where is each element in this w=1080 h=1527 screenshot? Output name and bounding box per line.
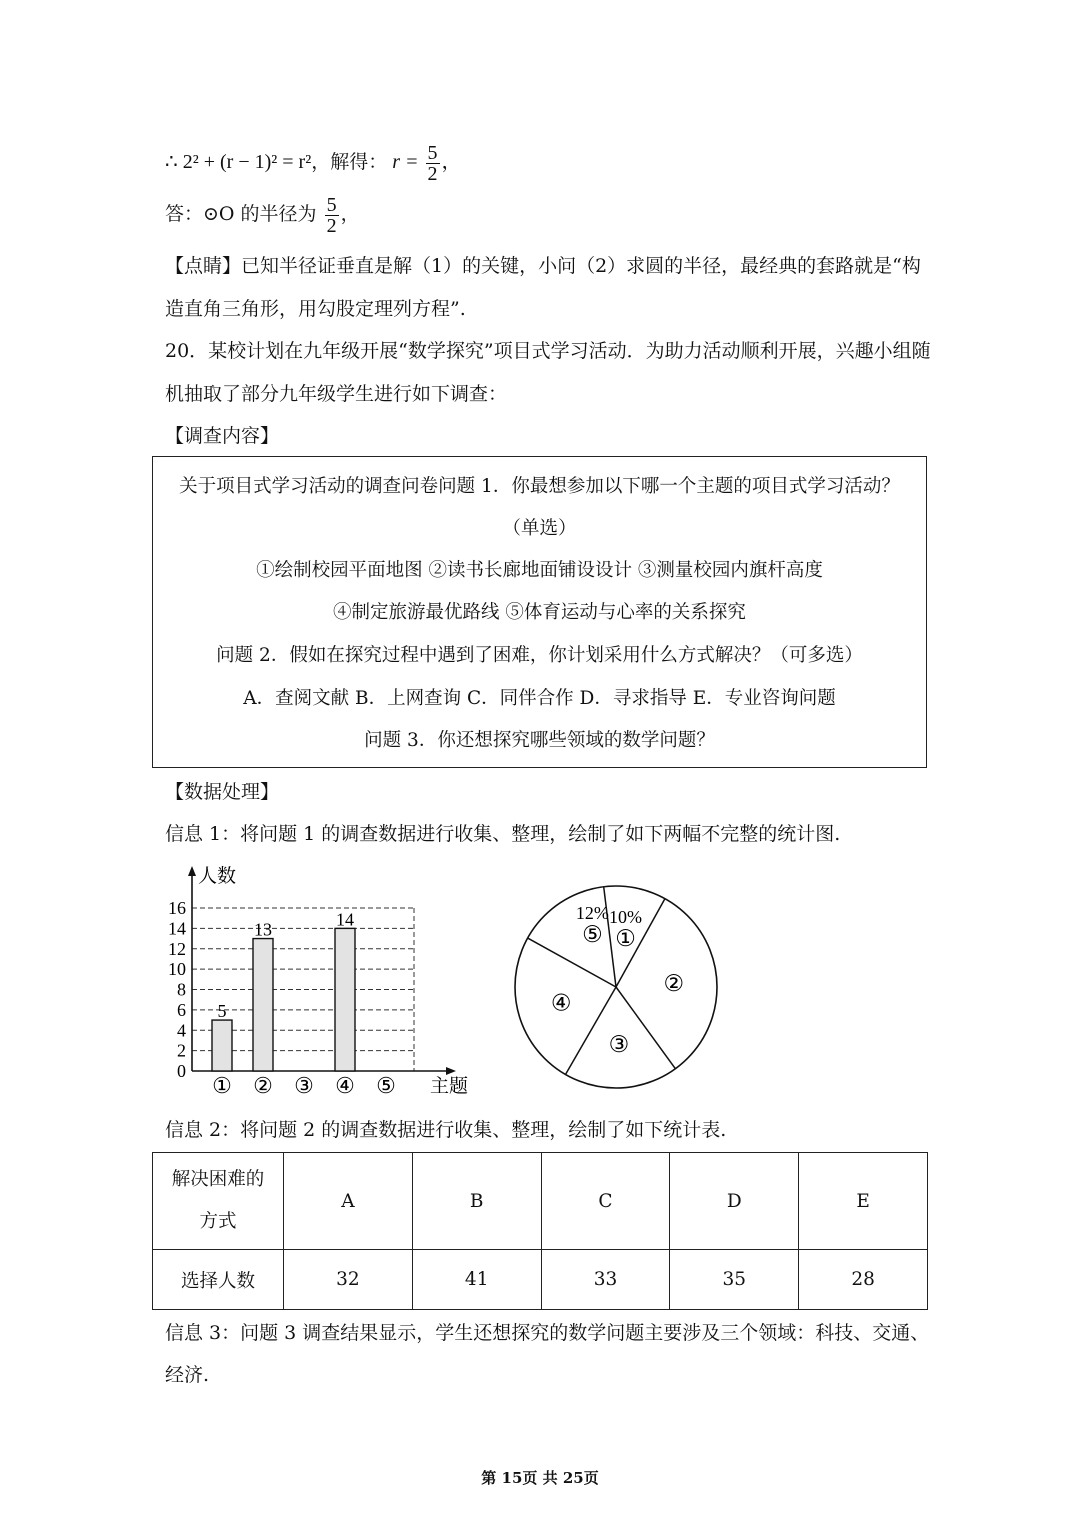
y-axis-arrow <box>188 866 196 876</box>
table-value-e: 28 <box>799 1250 928 1310</box>
survey-heading: 【调查内容】 <box>165 425 280 447</box>
x-category-label: ⑤ <box>376 1073 396 1098</box>
pie-sector-label: ⑤ <box>582 922 603 948</box>
table-value-a: 32 <box>284 1250 413 1310</box>
pie-sector-label: ① <box>615 925 636 951</box>
table-row-label: 选择人数 <box>153 1250 284 1310</box>
y-axis-label: 人数 <box>198 866 237 887</box>
y-tick-label: 6 <box>177 999 186 1020</box>
survey-options-1: ①绘制校园平面地图 ②读书长廊地面铺设设计 ③测量校园内旗杆高度 <box>256 560 823 581</box>
bar-chart-bars <box>212 909 355 1071</box>
comment-line-1: 【点睛】已知半径证垂直是解（1）的关键，小问（2）求圆的半径，最经典的套路就是“构 <box>165 255 921 277</box>
x-category-label: ④ <box>335 1073 355 1098</box>
bar-value-label: 5 <box>217 1001 227 1022</box>
pie-sector-label: ④ <box>550 990 572 1016</box>
table-col-b: B <box>412 1153 541 1250</box>
equation: 2² + (r − 1)² = r² <box>182 151 312 173</box>
answer-text: 答：⊙O 的半径为 <box>165 203 317 225</box>
pie-labels <box>551 903 684 1057</box>
y-tick-label: 16 <box>168 898 186 918</box>
therefore-symbol: ∴ <box>165 151 178 173</box>
info-3-line-1: 信息 3：问题 3 调查结果显示，学生还想探究的数学问题主要涉及三个领域：科技、交通、 <box>165 1322 930 1344</box>
y-tick-label: 8 <box>177 979 186 1000</box>
answer-fraction <box>325 195 339 236</box>
pie-percent-label: 10% <box>609 906 643 927</box>
table-value-b: 41 <box>412 1250 541 1310</box>
table-value-c: 33 <box>541 1250 670 1310</box>
header-label-line-1: 解决困难的 <box>171 1169 265 1190</box>
solution-equation-line <box>165 140 462 184</box>
question-20-line-2: 机抽取了部分九年级学生进行如下调查： <box>165 383 508 405</box>
pie-divider-line <box>604 887 616 987</box>
answer-line <box>165 192 360 236</box>
equation-end: ， <box>441 151 462 173</box>
r-equals: r = <box>392 151 419 173</box>
table-data-row <box>153 1250 928 1310</box>
bar <box>212 1020 232 1071</box>
survey-box <box>152 456 927 768</box>
bar-chart <box>160 858 470 1103</box>
y-tick-label: 12 <box>168 938 186 959</box>
bar-value-label: 14 <box>336 909 354 930</box>
comment-line-2: 造直角三角形，用勾股定理列方程”. <box>165 298 466 320</box>
table-col-a: A <box>284 1153 413 1250</box>
survey-options-2: ④制定旅游最优路线 ⑤体育运动与心率的关系探究 <box>333 602 746 623</box>
x-category-label: ① <box>212 1073 232 1098</box>
table-header-row <box>153 1153 928 1250</box>
answer-fraction-numerator: 5 <box>326 193 337 216</box>
table-col-d: D <box>670 1153 799 1250</box>
table-col-c: C <box>541 1153 670 1250</box>
survey-question-2-options: A．查阅文献 B．上网查询 C．同伴合作 D．寻求指导 E．专业咨询问题 <box>243 688 836 709</box>
y-tick-label: 0 <box>177 1061 186 1081</box>
info-3-line-2: 经济. <box>165 1364 210 1386</box>
answer-end: ， <box>340 203 360 225</box>
question-20-line-1: 20．某校计划在九年级开展“数学探究”项目式学习活动．为助力活动顺利开展，兴趣小组随 <box>165 340 931 362</box>
pie-percent-label: 12% <box>575 903 609 924</box>
page-footer: 第 15页 共 25页 <box>481 1469 599 1487</box>
method-table <box>152 1152 928 1310</box>
pie-sector-label: ③ <box>608 1031 630 1057</box>
survey-question-1: 关于项目式学习活动的调查问卷问题 1．你最想参加以下哪一个主题的项目式学习活动？ <box>179 476 900 497</box>
y-tick-label: 4 <box>177 1020 186 1041</box>
y-tick-label: 10 <box>168 959 186 980</box>
pie-chart <box>508 884 728 1094</box>
x-axis-arrow <box>446 1067 456 1075</box>
table-value-d: 35 <box>670 1250 799 1310</box>
bar-chart-x-labels <box>212 1073 396 1098</box>
fraction-denominator: 2 <box>427 162 438 185</box>
fraction-numerator: 5 <box>427 141 438 164</box>
header-label-line-2: 方式 <box>199 1211 237 1232</box>
survey-single-choice: （单选） <box>502 518 577 539</box>
info-2: 信息 2：将问题 2 的调查数据进行收集、整理，绘制了如下统计表. <box>165 1119 727 1141</box>
answer-fraction-denominator: 2 <box>326 214 337 237</box>
y-tick-label: 2 <box>177 1040 186 1061</box>
bar-chart-y-ticks <box>168 898 186 1081</box>
bar <box>335 928 355 1071</box>
pie-divider-line <box>528 938 616 987</box>
pie-divider-line <box>566 987 617 1074</box>
y-tick-label: 14 <box>168 918 186 939</box>
survey-question-2: 问题 2．假如在探究过程中遇到了困难，你计划采用什么方式解决？（可多选） <box>216 645 863 666</box>
pie-sector-label: ② <box>663 970 685 996</box>
fraction-five-halves <box>426 143 440 184</box>
table-header-label <box>153 1153 284 1250</box>
survey-question-3: 问题 3．你还想探究哪些领域的数学问题？ <box>364 730 715 751</box>
x-axis-label: 主题 <box>430 1076 469 1097</box>
bar-value-label: 13 <box>254 919 272 940</box>
data-heading: 【数据处理】 <box>165 781 280 803</box>
x-category-label: ③ <box>294 1073 314 1098</box>
x-category-label: ② <box>253 1073 273 1098</box>
info-1: 信息 1：将问题 1 的调查数据进行收集、整理，绘制了如下两幅不完整的统计图. <box>165 823 841 845</box>
table-col-e: E <box>799 1153 928 1250</box>
equation-mid-text: ，解得： <box>311 151 388 173</box>
bar <box>253 939 273 1071</box>
